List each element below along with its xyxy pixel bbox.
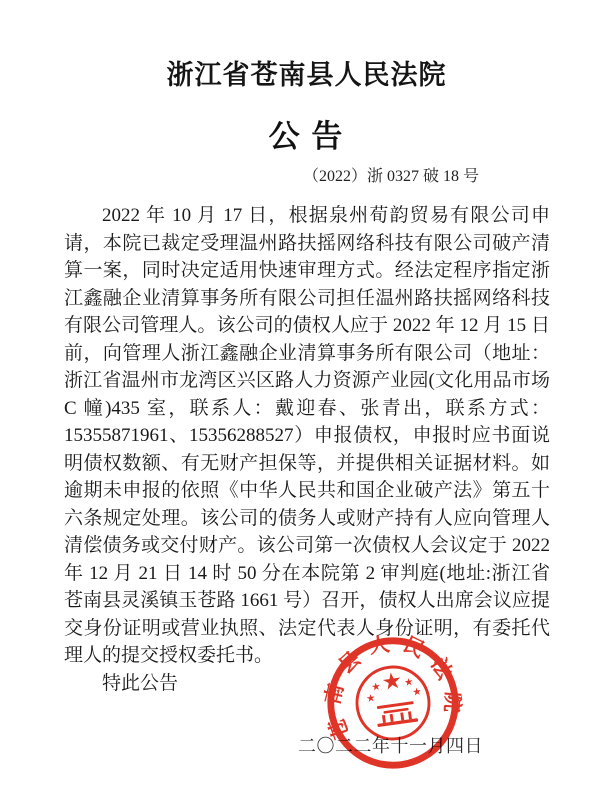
announcement-date: 二〇二二年十一月四日 bbox=[298, 736, 483, 756]
closing-phrase: 特此公告 bbox=[102, 672, 179, 694]
announcement-body: 2022 年 10 月 17 日，根据泉州荀韵贸易有限公司申请，本院已裁定受理温州路扶摇网络科技有限公司破产清算一案，同时决定适用快速审理方式。经法定程序指定浙江鑫融企业清算事务所有限公司担任温州路扶摇网络科技有限公司管理人。该公司的债权人应于 2022 年 12 月 15 日前，向管理人浙江鑫融企业清算事务所有限公司（地址：浙江省温州市龙湾区兴区路人力资源产业园(文化用品市场 C 幢)435 室，联系人：戴迎春、张青出，联系方式：15355871961、15356288527）申报债权，申报时应书面说明债权数额、有无财产担保等，并提供相关证据材料。如逾期未申报的依照《中华人民共和国企业破产法》第五十六条规定处理。该公司的债务人或财产持有人应向管理人清偿债务或交付财产。该公司第一次债权人会议定于 2022 年 12 月 21 日 14 时 50 分在本院第 2 审判庭(地址:浙江省苍南县灵溪镇玉苍路 1661 号）召开，债权人出席会议应提交身份证明或营业执照、法定代表人身份证明，有委托代理人的提交授权委托书。 bbox=[64, 205, 550, 666]
court-name-heading: 浙江省苍南县人民法院 bbox=[166, 60, 447, 90]
seal-text: 苍南县人民法院 bbox=[321, 632, 464, 742]
document-title: 公 告 bbox=[268, 119, 345, 154]
case-number: （2022）浙 0327 破 18 号 bbox=[303, 168, 480, 185]
